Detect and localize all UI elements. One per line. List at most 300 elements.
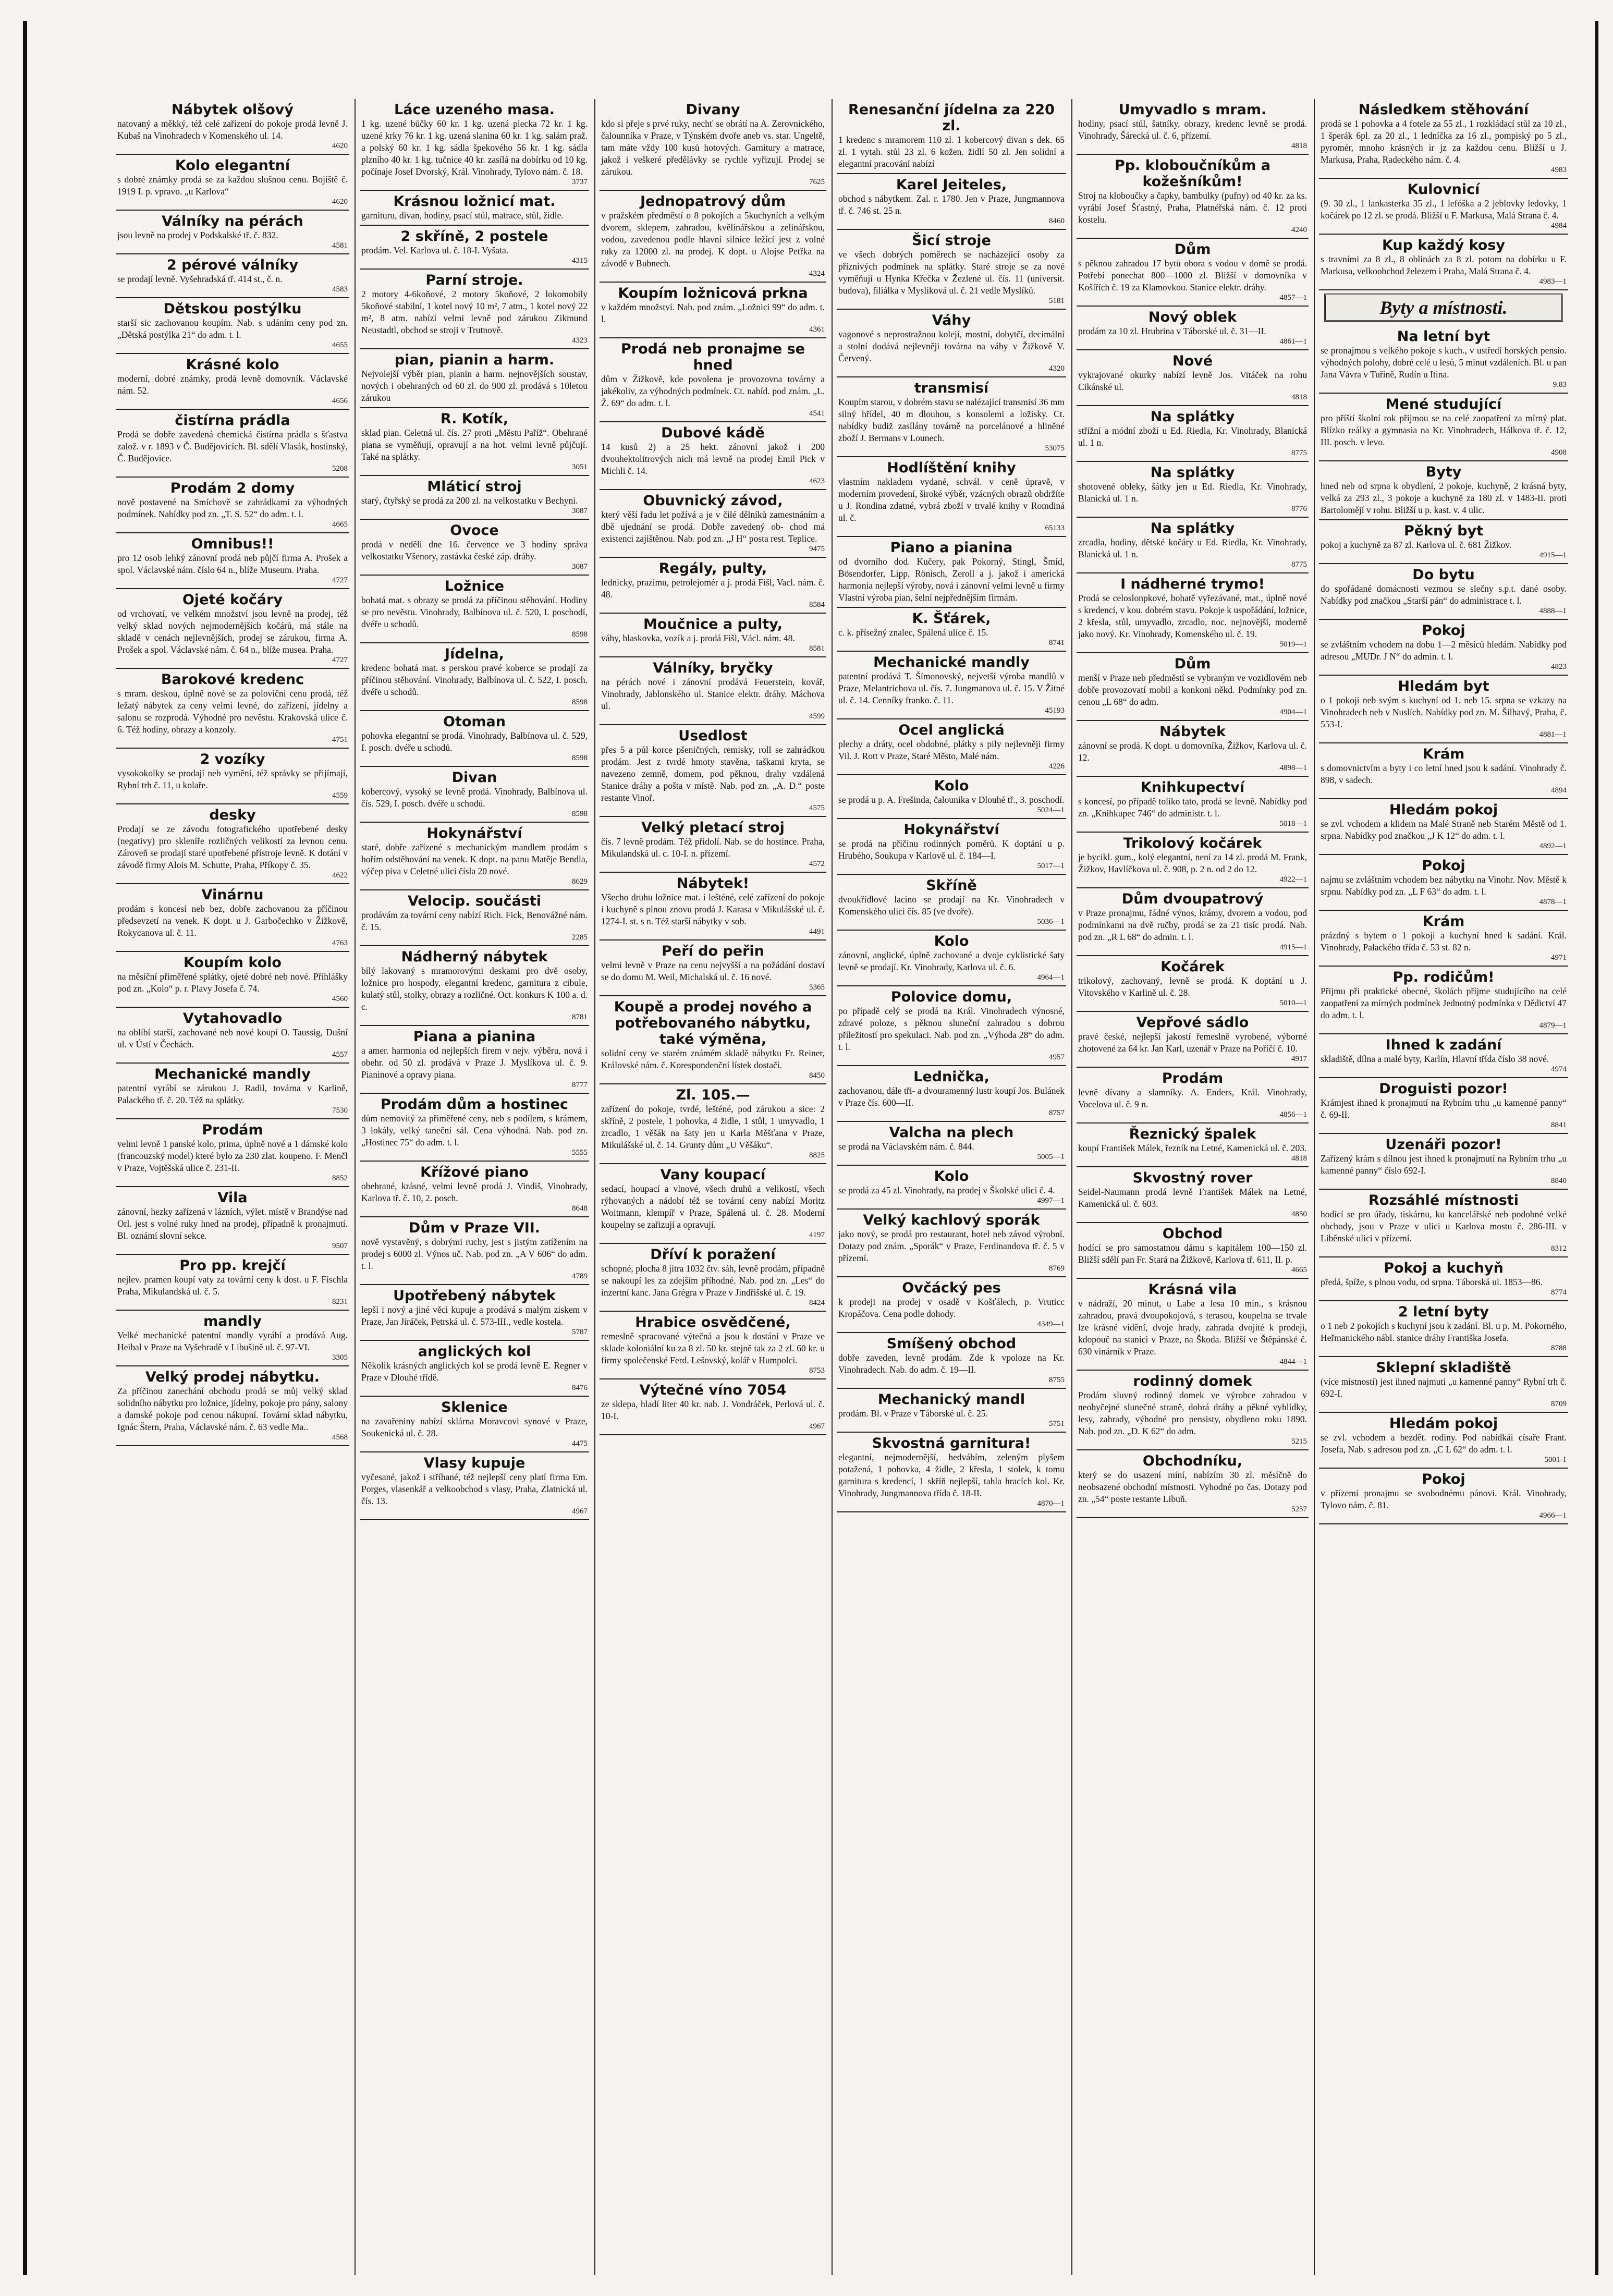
ad-headline: Rozsáhlé místnosti	[1368, 1192, 1519, 1208]
ad-body: s travními za 8 zl., 8 oblinách za 8 zl. potom na dobírku u F. Markusa, velkoobchod železem i Praha, Malá Strana č. 4.	[1321, 254, 1567, 276]
classified-ad	[360, 349, 589, 408]
ad-body: plechy a dráty, ocel obdobné, plátky s pily nejlevněji firmy Vil. J. Rott v Praze, Staré Město, Malé nám.	[838, 739, 1065, 761]
ad-body: s pěknou zahradou 17 bytů obora s vodou v domě se prodá. Potřebí ponechat 800—1000 zl. Bližší v domovníka v Košířích č. 19 za Klamovkou. Stanice elektr. dráhy.	[1078, 258, 1307, 292]
ad-headline: Vlasy kupuje	[423, 1455, 526, 1471]
ad-body: najmu se zvláštním vchodem bez nábytku na Vinohr. Nov. Městě k srpnu. Nabídky pod zn. „L F 63“ do adm. t. l.	[1321, 874, 1567, 897]
column-rule	[355, 99, 356, 2275]
ad-reference-number: 8788	[1551, 1344, 1567, 1352]
classified-ad	[116, 1008, 349, 1064]
ad-headline: Na letní byt	[1397, 328, 1490, 345]
ad-headline: Peří do peřin	[662, 943, 764, 959]
ad-headline: Pokoj	[1422, 1471, 1465, 1487]
ad-headline: Knihkupectví	[1140, 779, 1245, 796]
ad-body: patentní vyrábí se zárukou J. Radil, továrna v Karlině, Palackého tř. č. 20. Též na splátky.	[117, 1083, 348, 1105]
ad-body: přes 5 a půl korce pšeničných, remisky, roll se zahrádkou prodám. Jest z tvrdé hmoty stavěna, taškami kryta, se navezeno zemně, domem, pod pěknou, drahy vzdálená Stanice dráhy a pošta v místě. Nab. pod zn. „A. D.“ poste restante Vinoř.	[601, 744, 825, 803]
ad-reference-number: 5555	[572, 1149, 588, 1157]
classified-ad	[360, 99, 589, 191]
ad-body: Nejvolejší výběr pian, pianin a harm. nejnovějších soustav, nových i obehraných od 60 zl. do 900 zl. prodává s 10letou zárukou	[361, 369, 588, 403]
ad-reference-number: 4974	[1551, 1065, 1567, 1073]
classified-ad	[1077, 777, 1309, 833]
ad-reference-number: 4763	[332, 939, 348, 947]
classified-ad	[600, 283, 826, 338]
ad-reference-number: 8709	[1551, 1400, 1567, 1408]
ad-headline: Pp. kloboučníkům a kožešníkům!	[1114, 157, 1271, 190]
ad-body: ze sklepa, hladí liter 40 kr. nab. J. Vondráček, Perlová ul. č. 10-I.	[601, 1399, 825, 1421]
ad-headline: Kočárek	[1160, 959, 1225, 975]
classified-ad	[600, 1312, 826, 1379]
ad-reference-number: 4491	[809, 927, 825, 936]
ad-headline: čistírna prádla	[175, 412, 290, 429]
ad-headline: 2 vozíky	[200, 751, 265, 767]
ad-body: prodám. Bl. v Praze v Táborské ul. č. 25.	[838, 1408, 988, 1419]
ad-body: v nádraží, 20 minut, u Labe a lesa 10 min., s krásnou zahradou, pravá dvoupokojová, s terasou, koupelna se trvale lze krásné vidění, dvoje hrady, zahrada dvojité k prodeji, kdopouč na stanici v Praze, na Škoda. Bližší ve Štěpánské č. 630 vinárník v Praze.	[1078, 1298, 1307, 1357]
ad-reference-number: 4665	[1291, 1266, 1307, 1274]
classified-ad	[600, 558, 826, 614]
ad-body: prodávám za tovární ceny nabízí Rich. Fick, Benovážné nám. č. 15.	[361, 910, 588, 932]
classified-ad	[116, 298, 349, 354]
classified-ad	[837, 1277, 1066, 1333]
ad-body: starší sic zachovanou koupím. Nab. s udáním ceny pod zn. „Dětská postýlka 21“ do adm. t. l.	[117, 317, 348, 340]
classified-ad	[1319, 1134, 1568, 1190]
ad-reference-number: 4620	[332, 142, 348, 150]
ad-headline: Otoman	[443, 714, 506, 730]
ad-headline: Prodám 2 domy	[170, 480, 295, 496]
ad-headline: Ovčácký pes	[902, 1280, 1001, 1296]
ad-body: v každém množství. Nab. pod znám. „Ložnici 99“ do adm. t. l.	[601, 302, 825, 324]
ad-reference-number: 4997—1	[1037, 1196, 1065, 1205]
ad-reference-number: 8769	[1049, 1264, 1065, 1273]
ad-body: prodám. Vel. Karlova ul. č. 18-I. Vyšata.	[361, 245, 509, 255]
ad-headline: Krám	[1422, 746, 1465, 762]
ad-headline: Kolo	[934, 933, 969, 949]
ad-body: prodá se 1 pohovka a 4 fotele za 55 zl., 1 rozkládací stůl za 10 zl., 1 šperák 6pl. za 20 zl., 1 ledníčka za 16 zl., pompiský po 5 zl., pyromér, mnoho krásných ir jz za každou cenu. Bližší u J. Markusa, Praha, Radeckého nám. č. 4.	[1321, 118, 1567, 165]
ad-body: hodiny, psací stůl, šatníky, obrazy, kredenc levně se prodá. Vinohrady, Šárecká ul. č. 6, přízemí.	[1078, 118, 1307, 141]
ad-body: hodící se pro úřady, tiskárnu, ku kancelářské neb podobné velké obchody, jsou v Praze v ulici u Karlova mostu č. 286-III. v Liběnské ulici v přízemí.	[1321, 1209, 1567, 1243]
ad-body: Všecho druhu ložnice mat. i lešténé, celé zařízení do pokoje i kuchyně s plnou znovu prodá J. Karasa v Mikulášské ul. č. 1274-I. st. s n. Též starší nábytky v sob.	[601, 892, 825, 926]
ad-reference-number: 4917	[1291, 1055, 1307, 1063]
ad-reference-number: 3737	[572, 178, 588, 186]
ad-reference-number: 8825	[809, 1151, 825, 1159]
classified-ad	[600, 725, 826, 817]
classified-ad	[360, 890, 589, 946]
ad-headline: Omnibus!!	[191, 536, 274, 552]
ad-reference-number: 8629	[572, 877, 588, 886]
ad-body: na pérách nové i zánovní prodává Feuerstein, kovář, Vinohrady, Jablonského ul. Stanice elektr. dráhy. Máchova ul.	[601, 677, 825, 711]
ad-headline: 2 skříně, 2 postele	[400, 228, 548, 245]
ad-reference-number: 8840	[1551, 1177, 1567, 1185]
ad-headline: Usedlost	[678, 728, 748, 744]
classified-ad	[1319, 564, 1568, 620]
ad-headline: Moučnice a pulty,	[643, 616, 783, 632]
ad-headline: Nové	[1172, 353, 1213, 369]
ad-headline: Obchod	[1162, 1226, 1223, 1242]
classified-ad	[116, 254, 349, 298]
classified-ad	[1077, 1068, 1309, 1123]
classified-ad	[116, 410, 349, 478]
ad-headline: K. Šťárek,	[912, 610, 991, 627]
ad-body: Velké mechanické patentní mandly vyrábí a prodává Aug. Heibal v Praze na Vyšehradě v Libušině ul. č. 97-VI.	[117, 1330, 348, 1352]
ad-reference-number: 8598	[572, 754, 588, 762]
ad-headline: Velký prodej nábytku.	[145, 1369, 320, 1385]
ad-headline: Skvostná garnitura!	[872, 1435, 1031, 1451]
ad-reference-number: 8460	[1049, 217, 1065, 225]
classified-ad	[1319, 394, 1568, 461]
ad-body: 2 motory 4-6koňové, 2 motory 5koňové, 2 lokomobily 5koňové stabilní, 1 kotel nový 10 m², 7 atm., 1 kotel nový 22 m², 8 atm. nabízí velmi levně pod zárukou Zikmund Neustadtl, obchod se stroji v Trutnově.	[361, 289, 588, 335]
classified-ad	[1077, 1279, 1309, 1371]
classified-ad	[360, 226, 589, 270]
ad-headline: Pěkný byt	[1403, 523, 1484, 539]
ad-reference-number: 9.83	[1553, 381, 1567, 389]
classified-ad	[837, 1433, 1066, 1512]
ad-reference-number: 8598	[572, 810, 588, 818]
ad-reference-number: 4361	[809, 325, 825, 334]
ad-body: menší v Praze neb předměstí se vybraným ve vozidlovém neb dobře provozovatí mobil a konkoni někd. Podmínky pod zn. cenou „L 68“ do adm.	[1078, 673, 1307, 707]
ad-body: prázdný s bytem o 1 pokoji a kuchyní hned k sadání. Král. Vinohrady, Palackého třída č. 53 st. 82 n.	[1321, 930, 1567, 952]
classified-ad	[600, 1084, 826, 1164]
ad-reference-number: 4541	[809, 409, 825, 418]
ad-reference-number: 53075	[1045, 444, 1065, 453]
classified-ad	[360, 1285, 589, 1341]
ad-reference-number: 4818	[1291, 142, 1307, 150]
ad-reference-number: 4892—1	[1539, 842, 1567, 850]
classified-ad	[360, 1026, 589, 1094]
ad-headline: Pp. rodičům!	[1392, 969, 1495, 985]
classified-ad	[1319, 1301, 1568, 1357]
classified-ad	[1077, 307, 1309, 350]
ad-headline: Mechanické mandly	[154, 1066, 311, 1082]
ad-body: se prodá na přičinu rodinných poměrů. K doptání u p. Hrubého, Soukupa v Karlově ul. č. 184—I.	[838, 838, 1065, 861]
classified-ad	[116, 533, 349, 589]
ad-body: od vrchovatí, ve velkém množství jsou levně na prodej, též velký sklad nových nejmodernějších kočárů, má stále na skladě v cenách nejlevnějších, prodej se zárukou, firma A. Prošek a spol. Václavské nám. č. 64 n., blíže musea. Praha.	[117, 608, 348, 655]
ad-reference-number: 4599	[809, 712, 825, 720]
ad-headline: Renesanční jídelna za 220 zl.	[848, 102, 1055, 134]
ad-headline: Nábytek	[1159, 724, 1226, 740]
classified-ad	[837, 1333, 1066, 1389]
ad-headline: Ocel anglická	[898, 722, 1005, 738]
classified-ad	[360, 767, 589, 823]
ad-headline: Hledám pokoj	[1389, 802, 1498, 818]
classified-ad	[360, 1162, 589, 1217]
classified-ad	[837, 99, 1066, 174]
ad-reference-number: 4894	[1551, 786, 1567, 795]
ad-reference-number: 8741	[1049, 639, 1065, 647]
ad-body: na měsíční přiměřené splátky, ojeté dobré neb nové. Přihlášky pod zn. „Kolo“ p. r. Plavy Josefa č. 74.	[117, 971, 348, 994]
ad-reference-number: 4967	[572, 1507, 588, 1516]
ad-column-2	[360, 99, 589, 2275]
ad-body: o 1 neb 2 pokojích s kuchyní jsou k zadání. Bl. u p. M. Pokorného, Heřmanického nábl. stanice dráhy Františka Josefa.	[1321, 1321, 1567, 1343]
ad-body: se prodají levně. Vyšehradská tř. 414 st., č. n.	[117, 274, 283, 284]
ad-headline: Do bytu	[1412, 567, 1475, 583]
classified-ad	[1077, 1450, 1309, 1518]
ad-reference-number: 4620	[332, 198, 348, 206]
ad-headline: Karel Jeitelеs,	[896, 177, 1007, 193]
ad-body: dvoukřídlové lacino se prodají na Kr. Vinohradech v Komenského ulici čís. 85 (ve dvoře).	[838, 894, 1065, 917]
ad-body: pro příští školní rok přijmou se na celé zaopatření za mírný plat. Blízko reálky a gymnasia na Kr. Vinohradech, Hálkova tř. č. 12, III. posch. v levo.	[1321, 413, 1567, 447]
ad-headline: Pokoj	[1422, 858, 1465, 874]
classified-ad	[837, 537, 1066, 608]
ad-headline: Pokoj	[1422, 622, 1465, 639]
ad-reference-number: 4983	[1551, 166, 1567, 174]
ad-headline: Pro pp. krejčí	[179, 1257, 286, 1274]
ad-reference-number: 8231	[332, 1298, 348, 1306]
classified-ad	[1077, 721, 1309, 777]
ad-headline: Ložnice	[444, 578, 505, 594]
classified-ad	[116, 804, 349, 884]
ad-headline: Divany	[686, 102, 740, 118]
ad-headline: Kolo	[934, 1168, 969, 1184]
ad-body: se zvl. vchodem a bezdět. rodiny. Pod nabídkái císaře Frant. Josefa, Nab. s adresou pod zn. „C L 62“ do adm. t. l.	[1321, 1432, 1567, 1455]
ad-headline: Piano a pianina	[890, 540, 1013, 556]
ad-reference-number: 4881—1	[1539, 730, 1567, 739]
ad-body: Prodá se dobře zavedená chemická čistírna prádla s šťastva založ. v r. 1893 v Č. Budějovicích. Bl. sdělí Vlasák, hostinský, Č. Budějovice.	[117, 429, 348, 463]
ad-headline: Dubové kádě	[661, 425, 765, 441]
ad-reference-number: 4560	[332, 995, 348, 1003]
ad-reference-number: 4850	[1291, 1210, 1307, 1218]
classified-ad	[360, 1397, 589, 1452]
ad-reference-number: 8648	[572, 1204, 588, 1213]
ad-headline: Obchodníku,	[1142, 1453, 1243, 1469]
classified-ad	[116, 884, 349, 952]
ad-body: skladiště, dílna a malé byty, Karlín, Hlavní třída číslo 38 nové.	[1321, 1054, 1549, 1064]
classified-ad	[1319, 179, 1568, 235]
ad-headline: Trikolový kočárek	[1123, 835, 1262, 851]
ad-body: nejlev. pramen koupí vaty za tovární ceny k dost. u F. Fischla Praha, Mikulandská ul. č. 5.	[117, 1274, 348, 1297]
ad-body: staré, dobře zařízené s mechanickým mandlem prodám s hořím odstěhování na venek. K dopt. na panu Matěje Bendla, výčep piva v Celetné ulici čísla 20 nové.	[361, 842, 588, 876]
ad-headline: Prodá neb pronajme se hned	[621, 341, 805, 373]
classified-ad	[360, 191, 589, 226]
ad-headline: Koupím ložnicová prkna	[618, 285, 808, 301]
ad-body: od dvorního dod. Kučery, pak Pokorný, Stingl, Šmíd, Bösendorfer, Lipp, Rönisch, Zeroll a j. jakož i americká harmonia nejlepší výroby, nová i zánovní velmi levně u firmy Vlastní výroba pian, šelní nejpřednějším firmám.	[838, 556, 1065, 603]
classified-ad	[837, 875, 1066, 931]
classified-ad	[1077, 1371, 1309, 1450]
ad-reference-number: 4581	[332, 241, 348, 250]
ad-body: kredenc bohatá mat. s perskou pravé koberce se prodají za příčinou stěhování. Vinohrady, Balbínova ul. č. 522, I. posch. dvéře u schodů.	[361, 663, 588, 697]
ad-reference-number: 4967	[809, 1422, 825, 1431]
ad-reference-number: 8776	[1291, 505, 1307, 513]
classified-ad	[600, 1379, 826, 1435]
classified-ad	[360, 711, 589, 767]
ad-reference-number: 8424	[809, 1299, 825, 1307]
ad-body: Přijmu při praktické obecné, školách příjme studujícího na celé zaopatření za mírných podmínek Jednotný podmínka v Dědictví 47 do adm. t. l.	[1321, 986, 1567, 1020]
ad-headline: Uzenáři pozor!	[1385, 1137, 1502, 1153]
ad-reference-number: 4665	[332, 520, 348, 529]
ad-body: solidní ceny ve starém známém skladě nábytku Fr. Reiner, Královské nám. č. Korespondenční lístek dostačí.	[601, 1048, 825, 1070]
ad-body: sklad pian. Celetná ul. čís. 27 proti „Městu Paříž“. Obehrané piana se vyměňují, opravují a na hot. velmi levně půjčují. Také na splátky.	[361, 428, 588, 462]
ad-headline: pian, pianin a harm.	[394, 352, 555, 368]
ad-reference-number: 4861—1	[1279, 337, 1307, 346]
classified-ad	[837, 1210, 1066, 1277]
classified-ad	[360, 1452, 589, 1520]
ad-body: lepší i nový a jiné věci kupuje a prodává s malým ziskem v Praze, Jan Jiráček, Petrská ul. č. 573-III., vedle kostela.	[361, 1304, 588, 1327]
ad-body: v pražském předměstí o 8 pokojích a 5kuchyních a velkým dvorem, sklepem, zahradou, kvělinářskou a zelinářskou, vodou, zavedenou podle hlavní silnice ležící jest z volné ruky za 12000 zl. na prodej. K dopt. u Alojse Petřka na závodě v Bubnech.	[601, 210, 825, 268]
ad-column-6	[1319, 99, 1568, 2275]
ad-reference-number: 5787	[572, 1328, 588, 1336]
ad-headline: Prodám	[1162, 1070, 1224, 1086]
ad-body: lednicky, prazimu, petrolejomér a j. prodá Fišl, Vacl. nám. č. 48.	[601, 577, 825, 600]
ad-reference-number: 4655	[332, 341, 348, 349]
ad-reference-number: 3087	[572, 563, 588, 571]
ad-headline: Kolo	[934, 778, 969, 794]
classified-ad	[116, 1255, 349, 1311]
classified-ad	[360, 823, 589, 890]
classified-ad	[360, 476, 589, 520]
ad-headline: Prodám dům a hostinec	[381, 1096, 568, 1113]
ad-body: bílý lakovaný s mramorovými deskami pro dvě osoby, ložnice pro hospody, elegantní kredenc, garnitura z cibule, kulatý stůl, stolky, obrazy a rozličné. Oct. konkurs K 100 a. d. c.	[361, 966, 588, 1012]
classified-ad	[1319, 1413, 1568, 1469]
ad-body: (více místností) jest ihned najmuti „u kamenné panny“ Rybní trh č. 692-I.	[1321, 1376, 1567, 1399]
ad-reference-number: 8841	[1551, 1121, 1567, 1129]
ad-headline: Výtečné víno 7054	[639, 1382, 787, 1398]
ad-headline: Ihned k zadání	[1385, 1037, 1502, 1053]
ad-headline: Umyvadlo s mram.	[1118, 102, 1267, 118]
ad-reference-number: 8777	[572, 1081, 588, 1089]
ad-reference-number: 4568	[332, 1433, 348, 1442]
classified-ad	[1077, 833, 1309, 888]
ad-headline: Droguisti pozor!	[1379, 1081, 1508, 1097]
classified-ad	[1077, 1223, 1309, 1279]
ad-column-1	[116, 99, 349, 2275]
ad-body: a amer. harmonia od nejlepších firem v nejv. výběru, nová i obehr. od 50 zl. prodává v Praze J. Myslíkova ul. č. 9. Pianinové a opravy piana.	[361, 1045, 588, 1080]
ad-headline: Barokové kredenc	[161, 671, 304, 688]
ad-body: prodám za 10 zl. Hrubrina v Táborské ul. č. 31—II.	[1078, 326, 1266, 336]
ad-reference-number: 8781	[572, 1013, 588, 1021]
classified-ad	[1319, 1034, 1568, 1078]
ad-headline: Válníky, bryčky	[653, 660, 773, 676]
classified-ad	[1077, 518, 1309, 573]
classified-ad	[837, 819, 1066, 875]
ad-body: natovaný a měkký, též celé zařízení do pokoje prodá levně J. Kubaš na Vinohradech v Komenského ul. 14.	[117, 118, 348, 141]
ad-headline: Skříně	[926, 877, 977, 894]
classified-ad	[360, 408, 589, 476]
ad-body: váhy, blaskovka, vozík a j. prodá Fišl, Václ. nám. 48.	[601, 633, 795, 643]
ad-body: je bycikl. gum., kolý elegantní, není za 14 zl. prodá M. Frank, Žižkov, Havlíčkova ul. č. 908, p. 2 n. od 2 do 12.	[1078, 852, 1307, 874]
ad-headline: Velocip. součásti	[407, 893, 542, 909]
classified-ad	[116, 749, 349, 804]
ad-body: vysokokolky se prodají neb vymění, též správky se přijímají, Rybní trh č. 11, u kolaře.	[117, 768, 348, 790]
classified-ad	[1077, 350, 1309, 406]
ad-body: 1 kredenc s mramorem 110 zl. 1 kobercový divan s dek. 65 zl. 1 vytah. stůl 23 zl. 6 kožen. židlí 50 zl. Jen solidní a elegantní pracování nabízí	[838, 135, 1065, 169]
classified-ad	[600, 657, 826, 725]
ad-body: Seidel-Naumann prodá levně František Málek na Letné, Kamenická ul. č. 603.	[1078, 1187, 1307, 1209]
ad-headline: Dětskou postýlku	[163, 301, 302, 317]
classified-ad	[360, 1094, 589, 1162]
ad-headline: Na splátky	[1150, 520, 1235, 536]
classified-ad	[116, 354, 349, 410]
ad-headline: Sklepní skladiště	[1376, 1360, 1511, 1376]
ad-reference-number: 5001-1	[1544, 1456, 1567, 1464]
ad-headline: Láce uzeného masa.	[394, 102, 555, 118]
ad-reference-number: 7625	[809, 178, 825, 186]
ad-headline: Vinárnu	[201, 887, 264, 903]
ad-headline: Vepřové sádlo	[1136, 1015, 1249, 1031]
classified-ad	[1077, 888, 1309, 956]
ad-headline: desky	[209, 807, 256, 823]
classified-ad	[600, 996, 826, 1084]
ad-headline: rodinný domek	[1133, 1373, 1252, 1389]
ad-body: dům nemovitý za přiměřené ceny, neb s podílem, s krámem, 3 lokály, velký taneční sál. Cena výhodná. Nab. pod zn. „Hostinec 75“ do adm. t. l.	[361, 1113, 588, 1147]
ad-headline: Hodlíštění knihy	[887, 460, 1016, 476]
ad-headline: Kulovnicí	[1407, 181, 1480, 198]
ad-reference-number: 8581	[809, 644, 825, 653]
ad-headline: Ojeté kočáry	[182, 592, 283, 608]
classified-ad	[837, 986, 1066, 1066]
classified-ad	[116, 669, 349, 749]
ad-body: k prodeji na prodej v osadě v Košťálech, p. Vruticc Kropáčova. Cena podle dohody.	[838, 1297, 1065, 1319]
ad-headline: Mechanický mandl	[877, 1391, 1025, 1408]
ad-body: Stroj na kloboučky a čapky, bambulky (pufny) od 40 kr. za ks. vyrábí Josef Šťastný, Praha, Platnéřská nám. č. 12 proti kostelu.	[1078, 190, 1307, 225]
ad-body: který věší řadu let požívá a je v čilé dělníků zamestnáním a dbě ujednání se prodá. Dobře zavedený ob- chod má existenci zajištěnou. Nab. pod zn. „J H“ posta rest. Teplice.	[601, 509, 825, 544]
ad-column-3	[600, 99, 826, 2275]
ad-reference-number: 4557	[332, 1051, 348, 1059]
classified-ad	[360, 576, 589, 643]
ad-reference-number: 4226	[1049, 762, 1065, 771]
ad-body: kobercový, vysoký se levně prodá. Vinohrady, Balbínova ul. čís. 529, I. posch. dvéře u schodů.	[361, 786, 588, 809]
ad-headline: mandly	[203, 1313, 262, 1329]
classified-ad	[1077, 406, 1309, 462]
ad-headline: Jednopatrový dům	[640, 193, 786, 210]
ad-body: dobře zaveden, levně prodám. Zde k vpoloze na Kr. Vinohradech. Nab. do adm. č. 19—II.	[838, 1352, 1065, 1375]
ad-body: Za příčinou zanechání obchodu prodá se můj velký sklad solidního nábytku pro ložnice, jídelny, pokoje pro pány, salony a damské pokoje pod cenou nákupní. Tovární sklad nábytku, Ignác Štern, Praha, Václavské nám. č. 63 vedle Ma..	[117, 1386, 348, 1432]
classified-ad	[837, 608, 1066, 652]
ad-reference-number: 5208	[332, 465, 348, 473]
ad-body: remeslně spracované výtečná a jsou k dostání v Praze ve sklade koloniální ku za 8 zl. 50 kr. stejně tak za 2 zl. 60 kr. u firmy společenské Ferd. Lešovský, kolář v Humpolci.	[601, 1331, 825, 1365]
ad-body: (9. 30 zl., 1 lankasterka 35 zl., 1 lefóška a 2 jeblovky ledovky, 1 kočárek po 12 zl. se prodá. Bližší u F. Markusa, Malá Strana č. 4.	[1321, 198, 1567, 221]
classified-ad	[837, 1122, 1066, 1166]
ad-body: který se do usazení míní, nabízím 30 zl. měsíčně do neobsazené obchodní místnosti. Vyhodné po čas. Dotazy pod zn. „54“ poste restante Libuň.	[1078, 1470, 1307, 1504]
ad-body: jsou levně na prodej v Podskalské tř. č. 832.	[117, 230, 278, 240]
ad-headline: Váhy	[932, 312, 971, 328]
ad-headline: Regály, pulty,	[658, 560, 767, 577]
ad-reference-number: 4751	[332, 736, 348, 744]
ad-headline: Vytahovadlo	[182, 1010, 283, 1027]
ad-headline: Pokoj a kuchyň	[1384, 1260, 1504, 1276]
classified-ad	[1319, 1078, 1568, 1134]
ad-body: zrcadla, hodiny, dětské kočáry u Ed. Riedla, Kr. Vinohrady, Blanická ul. 1 n.	[1078, 537, 1307, 559]
ad-reference-number: 4572	[809, 860, 825, 868]
column-rule	[1314, 99, 1315, 2275]
classified-ad	[1319, 520, 1568, 564]
ad-reference-number: 5036—1	[1037, 918, 1065, 926]
ad-reference-number: 4908	[1551, 448, 1567, 457]
classified-ad	[1077, 155, 1309, 239]
ad-reference-number: 8757	[1049, 1109, 1065, 1117]
classified-ad	[1077, 956, 1309, 1012]
ad-body: zánovní, hezky zařízená v lázních, výlet. místě v Brandýse nad Orl. jest s volné ruky hned na prodej, případně k pronajmutí. Bl. oznámí slovní sekce.	[117, 1206, 348, 1241]
ad-body: shotovené obleky, šátky jen u Ed. Riedla, Kr. Vinohrady, Blanická ul. 1 n.	[1078, 481, 1307, 504]
ad-body: dům v Žižkově, kde povolena je provozovna továrny a jakékoliv, za výhodných podmínek. Ct. nabíd. pod znám. „L. Ž. 69“ do adm. t. l.	[601, 374, 825, 408]
ad-headline: Kolo elegantní	[175, 157, 290, 174]
ad-headline: Na splátky	[1150, 409, 1235, 425]
classified-ad	[116, 211, 349, 254]
classified-ad	[600, 614, 826, 657]
ad-body: bohatá mat. s obrazy se prodá za příčinou stěhování. Hodiny se pro nevěstu. Vinohrady, Balbínova ul. č. 520, I. poschodí, dvéře u schodů.	[361, 595, 588, 629]
classified-ad	[837, 174, 1066, 230]
ad-reference-number: 8755	[1049, 1376, 1065, 1384]
classified-ad	[837, 230, 1066, 310]
ad-reference-number: 5365	[809, 983, 825, 992]
classified-ad	[116, 155, 349, 211]
ad-body: prodá v neděli dne 16. července ve 3 hodiny správa velkostatku Všenory, zastávka české záp. dráhy.	[361, 539, 588, 561]
ad-headline: transmisí	[914, 380, 989, 396]
classified-ad	[1319, 1469, 1568, 1524]
ad-headline: Parní stroje.	[425, 272, 523, 288]
classified-ad	[600, 873, 826, 941]
ad-reference-number: 4964—1	[1037, 973, 1065, 982]
ad-reference-number: 3087	[572, 507, 588, 515]
classified-ad	[837, 1389, 1066, 1433]
ad-headline: Válníky na pérách	[162, 213, 303, 229]
ad-reference-number: 4898—1	[1279, 764, 1307, 772]
